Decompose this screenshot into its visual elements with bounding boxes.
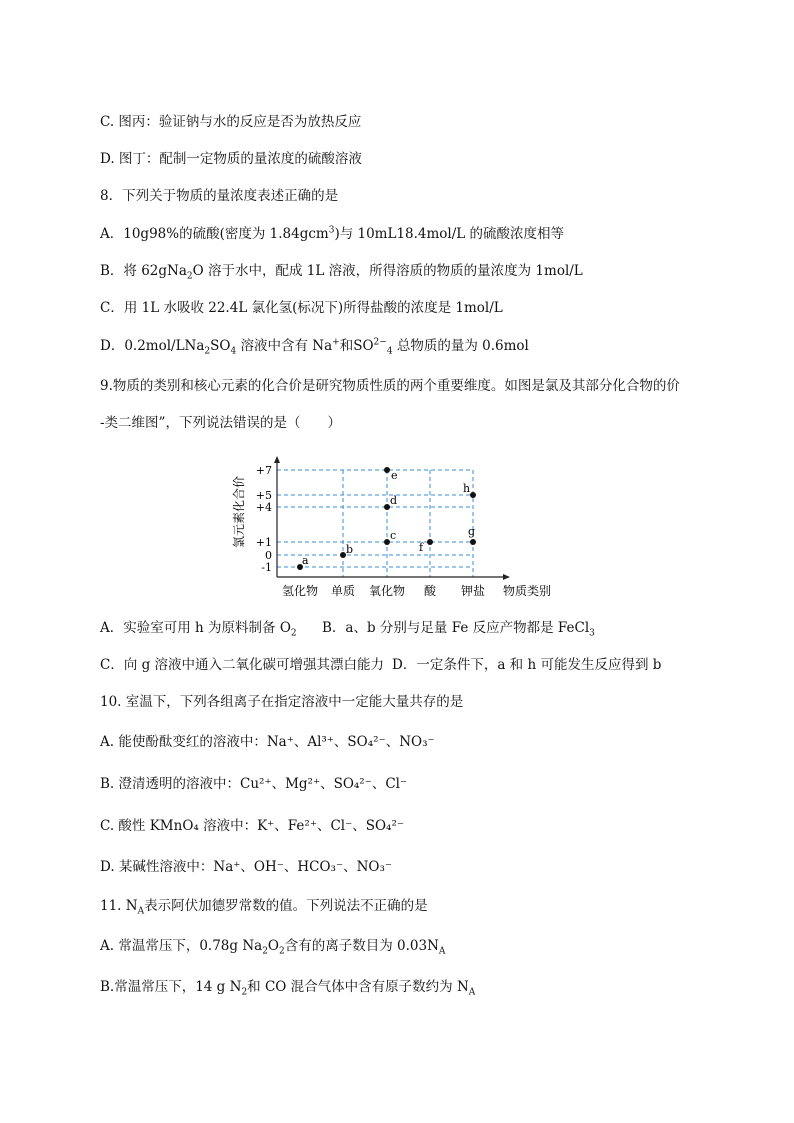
q8-option-a: A．10g98%的硫酸(密度为 1.84gcm$^3$)与 10mL18.4mol/L 的硫酸浓度相等 [100,225,565,242]
x-axis-arrow [503,574,510,580]
point-label-a: a [302,554,309,567]
point-e [384,467,390,473]
q8-option-c: C．用 1L 水吸收 22.4L 氯化氢(标况下)所得盐酸的浓度是 1mol/L [100,300,503,316]
q8-option-d: D．$0.2mol/LNa_2SO_4$ 溶液中含有 Na+和$SO^{2-}_4$ 总物质的量为 0.6mol [100,337,529,357]
chart-x-axis-label: 物质类别 [503,584,552,598]
point-label-f: f [419,541,424,554]
chart-x-ticks [282,583,485,598]
q9-stem-line2: -类二维图”，下列说法错误的是（ ） [100,415,341,431]
q9-option-d: D．一定条件下，a 和 h 可能发生反应得到 b [392,657,662,673]
y-tick-label: +7 [255,464,272,477]
x-tick-label: 氢化物 [281,584,319,598]
point-g [470,539,476,545]
q9-stem-line1: 9.物质的类别和核心元素的化合价是研究物质性质的两个重要维度。如图是氯及其部分化合物的价 [100,378,680,394]
point-label-e: e [391,469,398,482]
q9-option-c: C．向 g 溶液中通入二氧化碳可增强其漂白能力 [100,657,385,673]
point-label-b: b [346,543,354,556]
q10-option-b: B. 澄清透明的溶液中：Cu²⁺、Mg²⁺、SO₄²⁻、Cl⁻ [100,776,408,792]
x-tick-label: 单质 [330,584,356,598]
y-tick-label: 0 [265,549,272,562]
y-tick-label: -1 [261,561,272,574]
valence-class-chart [225,455,570,605]
q9-option-b: B．a、b 分别与足量 Fe 反应产物都是 FeCl$_3$ [322,620,595,639]
q10-option-a: A. 能使酚酞变红的溶液中：Na⁺、Al³⁺、SO₄²⁻、NO₃⁻ [100,734,435,750]
point-h [470,492,476,498]
point-label-c: c [390,529,397,542]
point-label-g: g [468,525,476,538]
x-tick-label: 氧化物 [368,584,406,598]
q10-stem: 10. 室温下，下列各组离子在指定溶液中一定能大量共存的是 [100,694,464,710]
q7-option-c: C. 图丙：验证钠与水的反应是否为放热反应 [100,114,362,130]
q10-option-c: C. 酸性 KMnO₄ 溶液中：K⁺、Fe²⁺、Cl⁻、SO₄²⁻ [100,818,405,834]
x-tick-label: 钾盐 [460,584,486,598]
y-axis-arrow [274,456,280,463]
chart-y-axis-label: 氯元素化合价 [232,475,246,549]
q10-option-d: D. 某碱性溶液中：Na⁺、OH⁻、HCO₃⁻、NO₃⁻ [100,859,393,875]
x-tick-label: 酸 [423,584,437,598]
y-tick-label: +5 [255,489,272,502]
q8-stem: 8．下列关于物质的量浓度表述正确的是 [100,188,339,204]
q7-option-d: D. 图丁：配制一定物质的量浓度的硫酸溶液 [100,151,362,167]
point-f [427,539,433,545]
q9-option-a: A．实验室可用 h 为原料制备 $O_2$ [100,620,297,639]
q11-stem: 11. $N_A$表示阿伏加德罗常数的值。下列说法不正确的是 [100,898,428,917]
point-label-d: d [390,494,398,507]
q11-option-a: A. 常温常压下，0.78g $Na_2O_2$含有的离子数目为 $0.03N_A$ [100,938,446,957]
q8-option-b: B．将 62gNa$_2$O 溶于水中，配成 1L 溶液，所得溶质的物质的量浓度为 1mol/L [100,263,583,282]
q11-option-b: B.常温常压下，14 g $N_2$和 CO 混合气体中含有原子数约为 $N_A$ [100,979,476,998]
y-tick-label: +4 [255,501,272,514]
chart-y-ticks [256,464,272,574]
point-label-h: h [463,482,471,495]
y-tick-label: +1 [255,536,272,549]
